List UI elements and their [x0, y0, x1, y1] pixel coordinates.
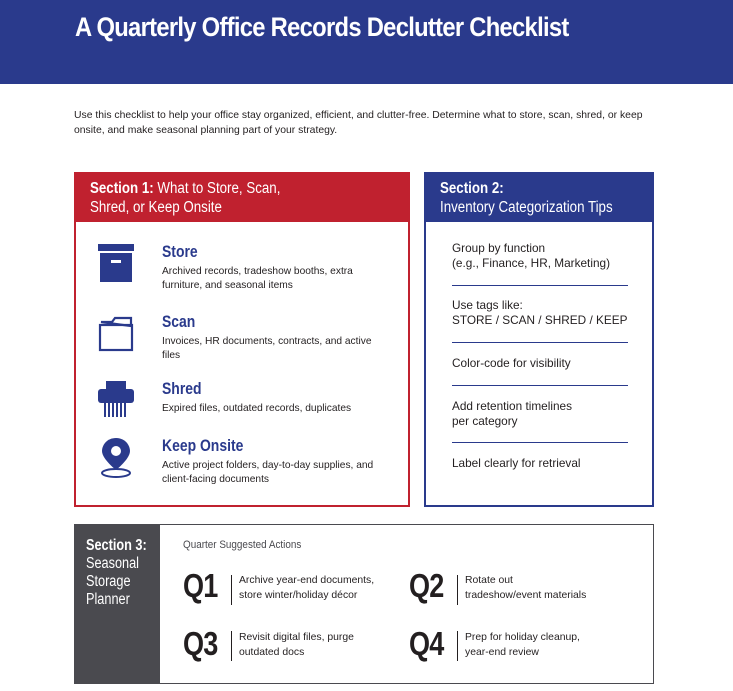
section-2-box: [424, 172, 654, 507]
tip-item: Group by function (e.g., Finance, HR, Marketing): [452, 241, 611, 270]
quarter-action: Revisit digital files, purge outdated docs: [239, 632, 354, 658]
item-desc: Active project folders, day-to-day supplies, and client-facing documents: [162, 460, 374, 485]
shredder-icon: [98, 379, 134, 421]
section-2-title: Inventory Categorization Tips: [440, 199, 613, 216]
quarter-action: Prep for holiday cleanup, year-end review: [465, 632, 580, 658]
archive-box-icon: [98, 242, 134, 284]
divider: [452, 442, 628, 443]
divider: [457, 631, 458, 661]
section-1-title-line2: Shred, or Keep Onsite: [90, 199, 222, 216]
quarter-label: Q2: [409, 567, 444, 604]
divider: [231, 575, 232, 605]
section-1-title-line1: What to Store, Scan,: [157, 180, 281, 197]
item-title: Shred: [162, 379, 202, 398]
header-banner: [0, 0, 733, 84]
section-1-header: [76, 174, 408, 222]
divider: [457, 575, 458, 605]
quarter-action: Archive year-end documents, store winter/holiday décor: [239, 575, 375, 601]
section-2-label: Section 2:: [440, 180, 504, 197]
section-3-sidebar: Section 3: Seasonal Storage Planner: [75, 525, 160, 683]
item-title: Scan: [162, 312, 196, 331]
divider: [452, 385, 628, 386]
divider: [452, 285, 628, 286]
section-1-box: [74, 172, 410, 507]
page-title: A Quarterly Office Records Declutter Checklist: [75, 12, 569, 42]
planner-table-header: Quarter Suggested Actions: [183, 539, 302, 551]
item-desc: Archived records, tradeshow booths, extra furniture, and seasonal items: [162, 266, 353, 291]
item-desc: Expired files, outdated records, duplicates: [162, 403, 352, 414]
item-title: Keep Onsite: [162, 436, 244, 455]
divider: [231, 631, 232, 661]
item-title: Store: [162, 242, 198, 261]
divider: [452, 342, 628, 343]
location-pin-icon: [98, 436, 134, 478]
section-2-header: [426, 174, 652, 222]
section-1-label: Section 1:: [90, 180, 154, 197]
tip-item: Label clearly for retrieval: [452, 456, 581, 470]
tip-item: Add retention timelines per category: [452, 399, 573, 428]
quarter-label: Q3: [183, 625, 218, 662]
section-3-box: [74, 524, 654, 684]
tip-item: Use tags like: STORE / SCAN / SHRED / KEEP: [452, 298, 628, 327]
quarter-label: Q4: [409, 625, 444, 662]
quarter-action: Rotate out tradeshow/event materials: [465, 575, 587, 601]
item-desc: Invoices, HR documents, contracts, and active files: [162, 336, 372, 361]
quarter-label: Q1: [183, 567, 218, 604]
tip-item: Color-code for visibility: [452, 356, 571, 370]
folder-icon: [98, 312, 134, 354]
section-3-label: Section 3:: [86, 537, 147, 554]
intro-text: Use this checklist to help your office stay organized, efficient, and clutter-free. Determine what to store, scan, shred, or keep onsite, and make seasonal planning part of your strategy.: [74, 110, 643, 136]
